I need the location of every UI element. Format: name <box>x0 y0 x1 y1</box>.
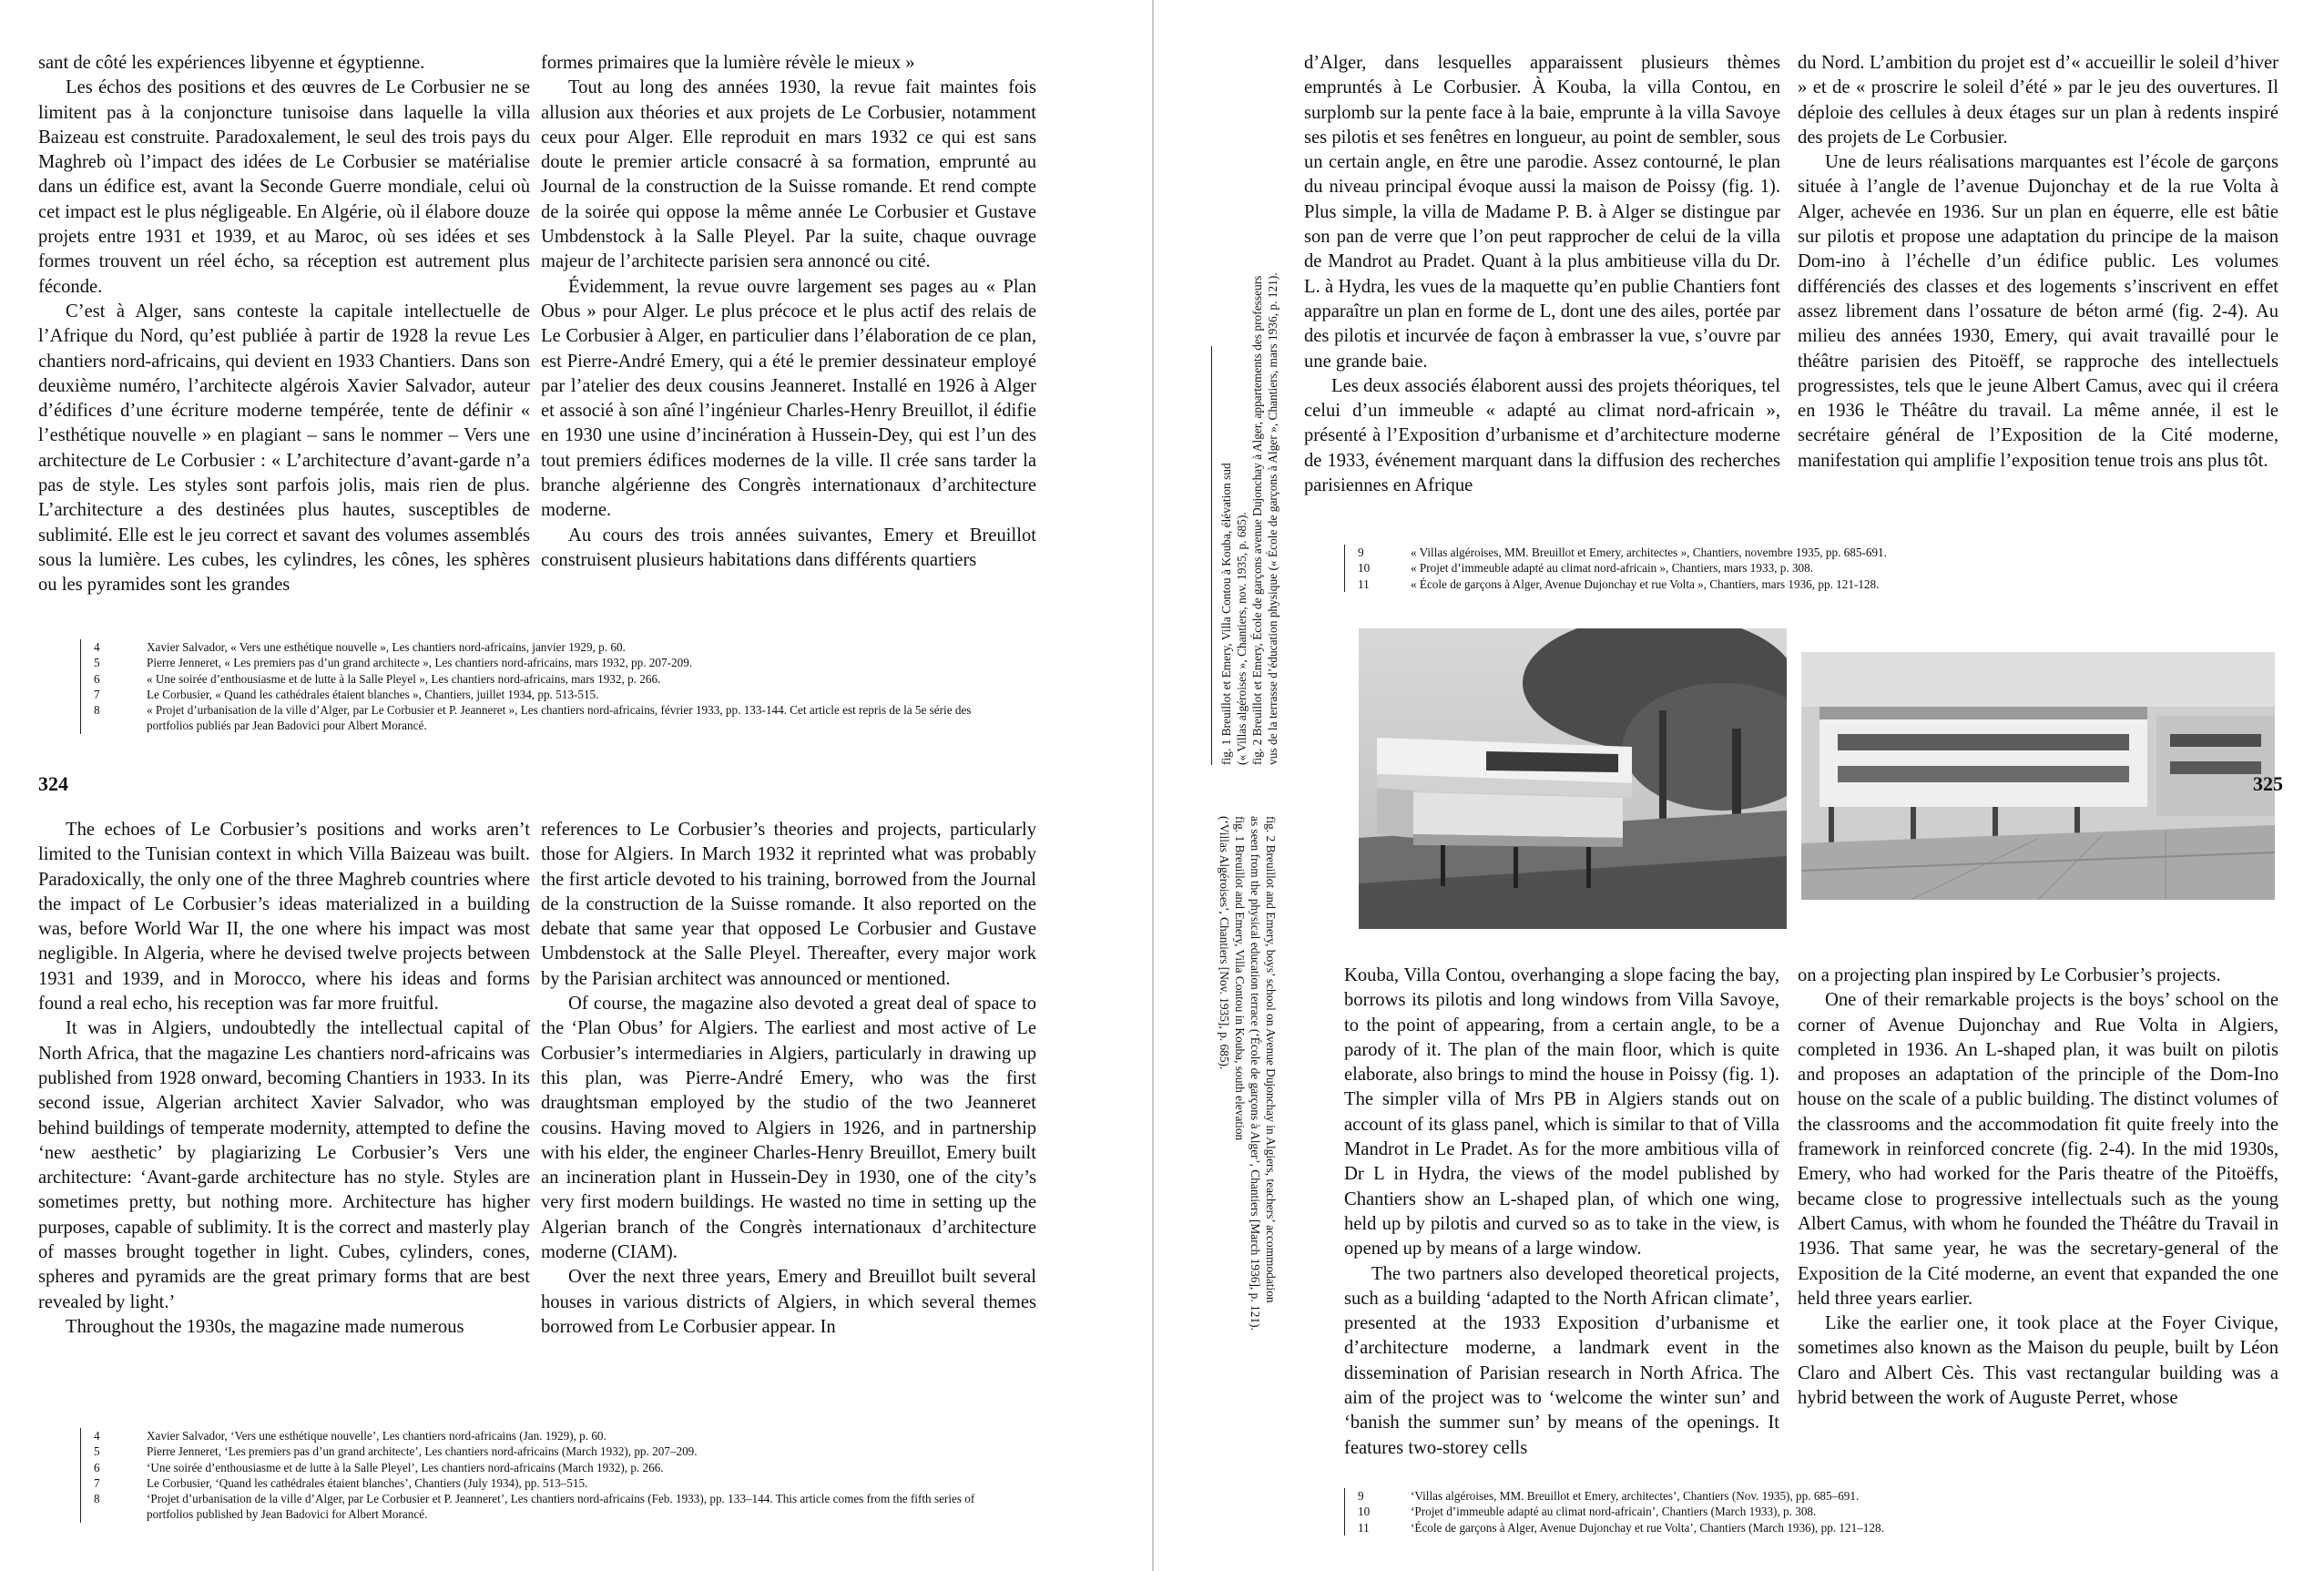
paragraph: Kouba, Villa Contou, overhanging a slope facing the bay, borrows its pilotis and long windows from Villa Savoye, to the point of appearing, from a certain angle, to be a parody of it. The plan of the main floor, which is quite elaborate, also brings to mind the house in Poissy (fig. 1). The simpler villa of Mrs PB in Algiers stands out on account of its glass panel, which is similar to that of Villa Mandrot in Le Pradet. As for the more ambitious villa of Dr L in Hydra, the views of the model published by Chantiers show an L-shaped plan, of which one wing, held up by pilotis and curved so as to take in the view, is opened up by means of a large window. <box>1344 965 1779 1260</box>
footnote: 8 « Projet d’urbanisation de la ville d’Alger, par Le Corbusier et P. Jeanneret », Les chantiers nord-africains, février 1933, pp. 133-144. Cet article est repris de la 5e série des portfolios publiés par Jean Badovici pour Albert Morancé. <box>94 703 972 733</box>
footnote: 6 ‘Une soirée d’enthousiasme et de lutte à la Salle Pleyel’, Les chantiers nord-africains (March 1932), p. 266. <box>94 1460 664 1474</box>
paragraph: on a projecting plan inspired by Le Corbusier’s projects. <box>1798 965 2221 985</box>
caption-line: as seen from the physical education terrace (‘École de garçons à Alger’, Chantiers [March 1936], p. 121). <box>1249 816 1262 1331</box>
paragraph: Of course, the magazine also devoted a great deal of space to the ‘Plan Obus’ for Algiers. The earliest and most active of Le Corbusier’s intermediaries in Algiers, particularly in drawing up this plan, was Pierre-André Emery, who was the first draughtsman employed by the studio of the two Jeanneret cousins. Having moved to Algiers in 1926, and in partnership with his elder, the engineer Charles-Henry Breuillot, Emery built an incineration plant in Hussein-Dey in 1930, one of the city’s very first modern buildings. He wasted no time in setting up the Algerian branch of the Congrès internationaux d’architecture moderne (CIAM). <box>541 994 1036 1263</box>
caption-line: fig. 2 Breuillot and Emery, boys’ school on Avenue Dujonchay in Algiers, teachers’ accommodation <box>1264 816 1278 1303</box>
left-en-column-1 <box>38 818 530 1340</box>
footnote: 7 Le Corbusier, ‘Quand les cathédrales étaient blanches’, Chantiers (July 1934), pp. 513–515. <box>94 1475 588 1490</box>
paragraph: Les deux associés élaborent aussi des projets théoriques, tel celui d’un immeuble « adapté au climat nord-africain », présenté à l’Exposition d’urbanisme et d’architecture moderne de 1933, événement marquant dans la diffusion des recherches parisiennes en Afrique <box>1304 375 1780 496</box>
figure-2-school-photo <box>1801 652 2275 900</box>
school-photo-illustration <box>1801 652 2275 900</box>
caption-line: fig. 1 Breuillot and Emery, Villa Contou in Kouba, south elevation <box>1233 816 1247 1141</box>
footnote: 8 ‘Projet d’urbanisation de la ville d’Alger, par Le Corbusier et P. Jeanneret’, Les chantiers nord-africains (Feb. 1933), pp. 133–144. This article comes from the fifth series of portfolios published by Jean Badovici for Albert Morancé. <box>94 1492 975 1522</box>
right-fr-footnotes <box>1344 545 2265 592</box>
paragraph: Tout au long des années 1930, la revue fait maintes fois allusion aux théories et aux projets de Le Corbusier, notamment ceux pour Alger. Elle reproduit en mars 1932 ce qui est sans doute le premier article consacré à sa formation, emprunté au Journal de la construction de la Suisse romande. Et rend compte de la soirée qui oppose la même année Le Corbusier et Gustave Umbdenstock à la Salle Pleyel. Par la suite, chaque ouvrage majeur de l’architecte parisien sera annoncé ou cité. <box>541 77 1036 272</box>
paragraph: C’est à Alger, sans conteste la capitale intellectuelle de l’Afrique du Nord, qu’est publiée à partir de 1928 la revue Les chantiers nord-africains, qui devient en 1933 Chantiers. Dans son deuxième numéro, l’architecte algérois Xavier Salvador, auteur d’édifices d’une écriture moderne tempérée, tente de définir « l’esthétique nouvelle » en plagiant – sans le nommer – Vers une architecture de Le Corbusier : « L’architecture d’avant-garde n’a pas de style. Les styles sont parfois jolis, mais rien de plus. L’architecture a des destinées plus hautes, susceptibles de sublimité. Elle est le jeu correct et savant des volumes assemblés sous la lumière. Les cubes, les cylindres, les cônes, les sphères ou les pyramides sont les grandes <box>38 301 530 596</box>
paragraph: One of their remarkable projects is the boys’ school on the corner of Avenue Dujonchay and Rue Volta in Algiers, completed in 1936. An L-shaped plan, it was built on pilotis and proposes an adaptation of the principle of the Dom-Ino house on the scale of a public building. The distinct volumes of the classrooms and the accommodation fit quite freely into the framework in reinforced concrete (fig. 2-4). In the mid 1930s, Emery, who had worked for the Paris theatre of the Pitoëffs, became close to progressive intellectuals such as the young Albert Camus, with whom he founded the Théâtre du Travail in 1936. That same year, he was the secretary-general of the Exposition de la Cité moderne, an event that expanded the one held three years earlier. <box>1798 990 2278 1309</box>
villa-photo-illustration <box>1359 628 1787 929</box>
footnote: 5 Pierre Jenneret, « Les premiers pas d’un grand architecte », Les chantiers nord-africains, mars 1932, pp. 207-209. <box>94 656 693 670</box>
fr-figure-captions <box>1218 51 1280 765</box>
page-number-left: 324 <box>38 772 68 795</box>
paragraph: Au cours des trois années suivantes, Emery et Breuillot construisent plusieurs habitations dans différents quartiers <box>541 525 1036 570</box>
figure-1-villa-contou-photo <box>1359 628 1787 929</box>
paragraph: Over the next three years, Emery and Breuillot built several houses in various districts of Algiers, in which several themes borrowed from Le Corbusier appear. In <box>541 1267 1036 1337</box>
right-en-footnotes <box>1344 1488 2265 1535</box>
left-fr-column-1 <box>38 51 530 598</box>
left-en-footnotes <box>80 1428 1001 1523</box>
left-fr-footnotes <box>80 639 1001 734</box>
page-number-right: 325 <box>2253 772 2283 795</box>
caption-rule <box>1211 346 1212 765</box>
footnote: 10 ‘Projet d’immeuble adapté au climat nord-africain’, Chantiers (March 1933), p. 308. <box>1358 1505 1817 1519</box>
paragraph: Les échos des positions et des œuvres de Le Corbusier ne se limitent pas à la conjoncture tunisoise dans laquelle la villa Baizeau est construite. Paradoxalement, le seul des trois pays du Maghreb où l’impact des idées de Le Corbusier se matérialise dans un édifice est, avant la Seconde Guerre mondiale, celui où cet impact est le plus négligeable. En Algérie, où il élabore douze projets entre 1931 et 1939, et au Maroc, où ses idées et ses formes trouvent un réel écho, sa réception est autrement plus féconde. <box>38 77 530 297</box>
paragraph: references to Le Corbusier’s theories and projects, particularly those for Algiers. In March 1932 it reprinted what was probably the first article devoted to his training, borrowed from the Journal de la construction de la Suisse romande. It also reported on the debate that same year that opposed Le Corbusier and Gustave Umbdenstock at the Salle Pleyel. Thereafter, every major work by the Parisian architect was announced or mentioned. <box>541 820 1036 989</box>
caption-line: (« Villas algéroises », Chantiers, nov. 1935, p. 685). <box>1235 512 1249 765</box>
paragraph: The echoes of Le Corbusier’s positions and works aren’t limited to the Tunisian context in which Villa Baizeau was built. Paradoxically, the only one of the three Maghreb countries where the impact of Le Corbusier’s ideas materialized in a building was, before World War II, the one where his impact was most negligible. In Algeria, where he devised twelve projects between 1931 and 1939, and in Morocco, where his ideas and forms found a real echo, his reception was far more fruitful. <box>38 820 530 1015</box>
footnote: 5 Pierre Jenneret, ‘Les premiers pas d’un grand architecte’, Les chantiers nord-africains (March 1932), pp. 207–209. <box>94 1444 698 1459</box>
paragraph: It was in Algiers, undoubtedly the intellectual capital of North Africa, that the magazine Les chantiers nord-africains was published from 1928 onward, becoming Chantiers in 1933. In its second issue, Algerian architect Xavier Salvador, who was behind buildings of temperate modernity, attempted to define the ‘new aesthetic’ by plagiarizing Le Corbusier’s Vers une architecture: ‘Avant-garde architecture has no style. Styles are sometimes pretty, but nothing more. Architecture has higher purposes, capable of sublimity. It is the correct and masterly play of masses brought together in light. Cubes, cylinders, cones, spheres and pyramids are the great primary forms that are best revealed by light.’ <box>38 1018 530 1312</box>
caption-line: fig. 2 Breuillot et Emery, École de garçons avenue Dujonchay à Alger, appartements des professeurs <box>1250 275 1264 765</box>
right-en-column-1 <box>1344 964 1779 1461</box>
footnote: 7 Le Corbusier, « Quand les cathédrales étaient blanches », Chantiers, juillet 1934, pp. 513-515. <box>94 687 599 701</box>
footnote: 11 ‘École de garçons à Alger, Avenue Dujonchay et rue Volta’, Chantiers (March 1936), pp. 121–128. <box>1358 1520 1884 1535</box>
right-en-column-2 <box>1798 964 2278 1411</box>
paragraph: du Nord. L’ambition du projet est d’« accueillir le soleil d’hiver » et de « proscrire le soleil d’été » par le jeu des ouvertures. Il déploie des cellules à deux étages sur un plan à redents inspiré des projets de Le Corbusier. <box>1798 53 2278 148</box>
right-fr-column-2 <box>1798 51 2278 474</box>
footnote: 4 Xavier Salvador, « Vers une esthétique nouvelle », Les chantiers nord-africains, janvier 1929, p. 60. <box>94 640 626 654</box>
paragraph: Une de leurs réalisations marquantes est l’école de garçons située à l’angle de l’avenue Dujonchay et de la rue Volta à Alger, achevée en 1936. Sur un plan en équerre, elle est bâtie sur pilotis et propose une adaptation du principe de la maison Dom-ino à l’échelle d’un édifice public. Les volumes différenciés des classes et des logements s’inscrivent en effet assez librement dans l’ossature de béton armé (fig. 2-4). Au milieu des années 1930, Emery, qui avait travaillé pour le théâtre parisien des Pitoëff, se rapproche des intellectuels progressistes, tels que le jeune Albert Camus, avec qui il créera en 1936 le Théâtre du travail. La même année, il est le secrétaire général de l’Exposition de la Cité moderne, manifestation qui amplifie l’exposition tenue trois ans plus tôt. <box>1798 152 2278 471</box>
caption-line: (‘Villas Algéroises’, Chantiers [Nov. 1935], p. 685). <box>1218 816 1231 1070</box>
caption-line: fig. 1 Breuillot et Emery, Villa Contou à Kouba, élévation sud <box>1219 463 1233 765</box>
paragraph: Like the earlier one, it took place at the Foyer Civique, sometimes also known as the Maison du peuple, built by Léon Claro and Albert Cès. This vast rectangular building was a hybrid between the work of Auguste Perret, whose <box>1798 1313 2278 1409</box>
footnote: 9 ‘Villas algéroises, MM. Breuillot et Emery, architectes’, Chantiers (Nov. 1935), pp. 685–691. <box>1358 1489 1860 1503</box>
paragraph: Throughout the 1930s, the magazine made numerous <box>66 1316 464 1337</box>
paragraph: sant de côté les expériences libyenne et égyptienne. <box>38 53 425 73</box>
footnote: 11 « École de garçons à Alger, Avenue Dujonchay et rue Volta », Chantiers, mars 1936, pp. 121-128. <box>1358 576 1880 591</box>
paragraph: d’Alger, dans lesquelles apparaissent plusieurs thèmes empruntés à Le Corbusier. À Kouba, la villa Contou, en surplomb sur la pente face à la baie, emprunte à la villa Savoye ses pilotis et ses fenêtres en longueur, au point de sembler, sous un certain angle, en être une parodie. Assez contourné, le plan du niveau principal évoque aussi la maison de Poissy (fig. 1). Plus simple, la villa de Madame P. B. à Alger se distingue par son pan de verre que l’on peut rapprocher de celui de la villa de Mandrot au Pradet. Quant à la plus ambitieuse villa du Dr. L. à Hydra, les vues de la maquette qu’en publie Chantiers font apparaître un plan en forme de L, dont une des ailes, portée par des pilotis et incurvée de façon à embrasser la vue, s’ouvre par une grande baie. <box>1304 53 1780 372</box>
caption-line: vus de la terrasse d’éducation physique (« École de garçons à Alger », Chantiers, mars 1936, p. 121). <box>1266 272 1279 765</box>
paragraph: Évidemment, la revue ouvre largement ses pages au « Plan Obus » pour Alger. Le plus précoce et le plus actif des relais de Le Corbusier à Alger, en particulier dans l’élaboration de ce plan, est Pierre-André Emery, qui a été le premier dessinateur employé par l’atelier des deux cousins Jeanneret. Installé en 1926 à Alger et associé à son aîné l’ingénieur Charles-Henry Breuillot, il édifie en 1930 une usine d’incinération à Hussein-Dey, qui est l’un des tout premiers édifices modernes de la ville. Il crée sans tarder la branche algérienne des Congrès internationaux d’architecture moderne. <box>541 276 1036 521</box>
footnote: 4 Xavier Salvador, ‘Vers une esthétique nouvelle’, Les chantiers nord-africains (Jan. 1929), p. 60. <box>94 1429 606 1443</box>
paragraph: formes primaires que la lumière révèle le mieux » <box>541 53 915 73</box>
paragraph: The two partners also developed theoretical projects, such as a building ‘adapted to the North African climate’, presented at the 1933 Exposition d’urbanisme et d’architecture moderne, a landmark event in the dissemination of Parisian research in North Africa. The aim of the project was to ‘welcome the winter sun’ and ‘banish the summer sun’ by means of the openings. It features two-storey cells <box>1344 1263 1779 1458</box>
right-fr-column-1 <box>1304 51 1780 498</box>
footnote: 9 « Villas algéroises, MM. Breuillot et Emery, architectes », Chantiers, novembre 1935, pp. 685-691. <box>1358 546 1887 559</box>
footnote: 10 « Projet d’immeuble adapté au climat nord-africain », Chantiers, mars 1933, p. 308. <box>1358 561 1814 576</box>
page-gutter <box>1152 0 1154 1571</box>
left-fr-column-2 <box>541 51 1036 573</box>
left-en-column-2 <box>541 818 1036 1340</box>
en-figure-captions <box>1217 816 1279 1508</box>
footnote: 6 « Une soirée d’enthousiasme et de lutte à la Salle Pleyel », Les chantiers nord-africains, mars 1932, p. 266. <box>94 671 661 686</box>
